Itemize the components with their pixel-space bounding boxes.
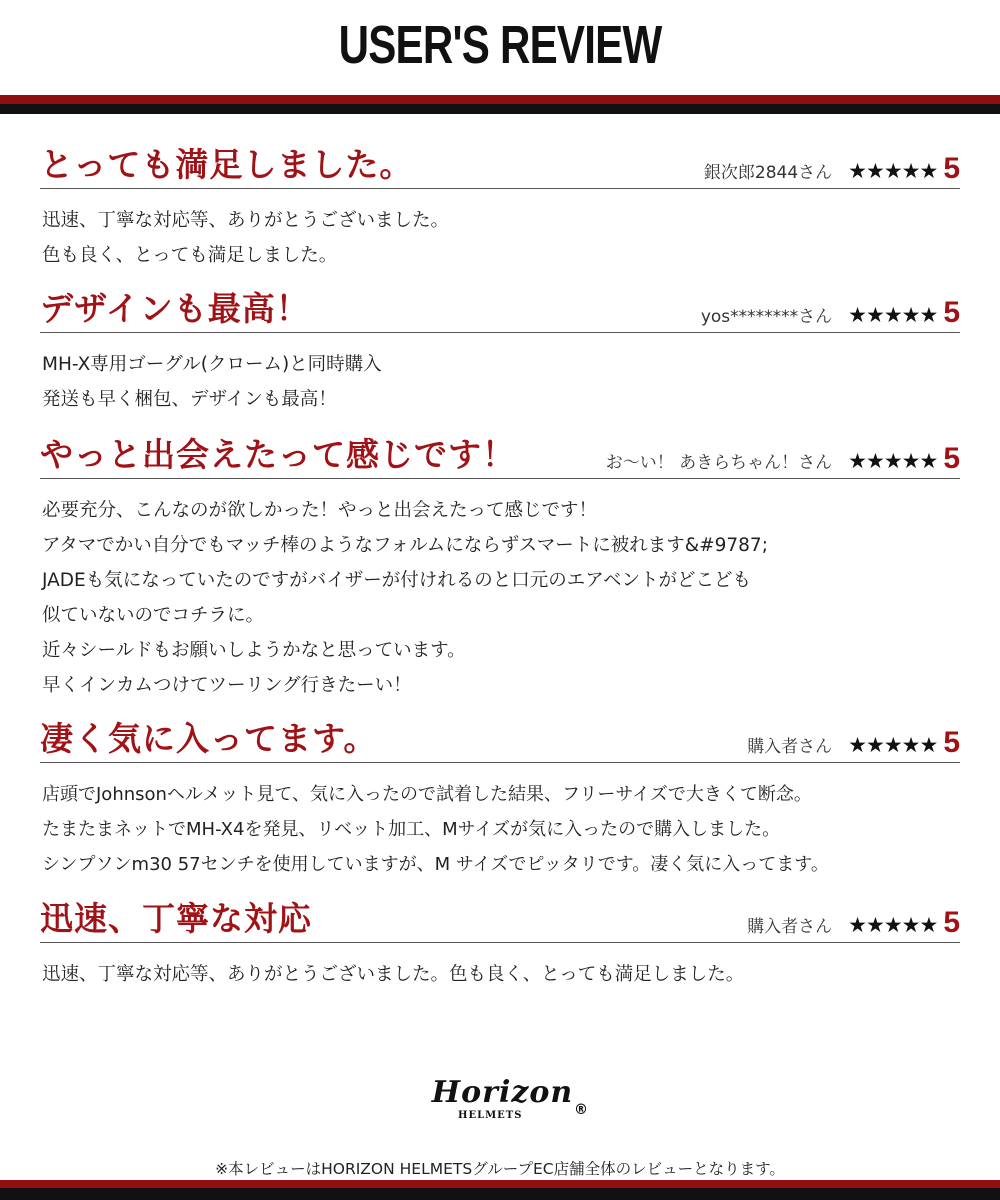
review-header bbox=[40, 289, 960, 333]
review-text-line: 発送も早く梱包、デザインも最高！ bbox=[42, 389, 337, 410]
rating-score: 5 bbox=[943, 296, 960, 329]
review-header bbox=[40, 435, 960, 479]
review-meta bbox=[701, 296, 960, 330]
rating-score: 5 bbox=[943, 726, 960, 759]
rating-score: 5 bbox=[943, 152, 960, 185]
header-band-black bbox=[0, 104, 1000, 114]
review-card bbox=[40, 899, 960, 992]
reviewer-name: yos********さん bbox=[700, 307, 833, 327]
review-text-line: 早くインカムつけてツーリング行きたーい！ bbox=[42, 675, 412, 696]
review-text-line: 似ていないのでコチラに。 bbox=[42, 605, 265, 626]
review-body bbox=[40, 957, 960, 992]
review-text-line: たまたまネットでMH-X4を発見、リベット加工、Mサイズが気に入ったので購入しました。 bbox=[42, 819, 781, 840]
logo-subtext: HELMETS bbox=[458, 1110, 523, 1121]
review-header bbox=[40, 145, 960, 189]
star-rating-icons: ★★★★★ bbox=[848, 159, 938, 183]
review-meta bbox=[747, 906, 960, 940]
logo-script-text: Horizon bbox=[431, 1075, 574, 1110]
review-text-line: 店頭でJohnsonヘルメット見て、気に入ったので試着した結果、フリーサイズで大きくて断念。 bbox=[42, 784, 812, 805]
review-text-line: 色も良く、とっても満足しました。 bbox=[42, 245, 338, 266]
review-title: やっと出会えたって感じです！ bbox=[40, 435, 516, 474]
reviewer-name: お～い！ あきらちゃん！さん bbox=[605, 453, 833, 473]
review-body bbox=[40, 347, 960, 417]
review-card bbox=[40, 289, 960, 417]
review-card bbox=[40, 435, 960, 703]
review-body bbox=[40, 493, 960, 703]
review-text-line: 迅速、丁寧な対応等、ありがとうございました。 bbox=[42, 210, 450, 231]
review-text-line: シンプソンm30 57センチを使用していますが、M サイズでピッタリです。凄く気に入ってます。 bbox=[42, 854, 829, 875]
review-text-line: 迅速、丁寧な対応等、ありがとうございました。色も良く、とっても満足しました。 bbox=[42, 964, 745, 985]
review-meta bbox=[747, 726, 960, 760]
review-meta bbox=[606, 442, 960, 476]
horizon-helmets-logo bbox=[410, 1075, 595, 1125]
review-card bbox=[40, 719, 960, 882]
review-text-line: 必要充分、こんなのが欲しかった！やっと出会えたって感じです！ bbox=[42, 500, 598, 521]
review-text-line: JADEも気になっていたのですがバイザーが付けれるのと口元のエアベントがどこども bbox=[42, 570, 751, 591]
footer-disclaimer: ※本レビューはHORIZON HELMETSグループEC店舗全体のレビューとなります。 bbox=[215, 1160, 785, 1178]
registered-mark-icon: ® bbox=[574, 1102, 588, 1118]
review-title: 迅速、丁寧な対応 bbox=[40, 899, 312, 938]
rating-score: 5 bbox=[943, 906, 960, 939]
rating-score: 5 bbox=[943, 442, 960, 475]
star-rating-icons: ★★★★★ bbox=[848, 303, 938, 327]
review-header bbox=[40, 719, 960, 763]
header-band-red bbox=[0, 95, 1000, 104]
review-meta bbox=[704, 152, 960, 186]
review-card bbox=[40, 145, 960, 273]
review-text-line: MH-X専用ゴーグル(クローム)と同時購入 bbox=[42, 354, 382, 375]
page-title: USER'S REVIEW bbox=[338, 15, 662, 75]
review-text-line: 近々シールドもお願いしようかなと思っています。 bbox=[42, 640, 466, 661]
star-rating-icons: ★★★★★ bbox=[848, 449, 938, 473]
star-rating-icons: ★★★★★ bbox=[848, 733, 938, 757]
review-body bbox=[40, 777, 960, 882]
footer-band-black bbox=[0, 1188, 1000, 1200]
reviewer-name: 銀次郎2844さん bbox=[703, 163, 833, 183]
star-rating-icons: ★★★★★ bbox=[848, 913, 938, 937]
review-header bbox=[40, 899, 960, 943]
review-body bbox=[40, 203, 960, 273]
reviewer-name: 購入者さん bbox=[747, 917, 833, 937]
footer-band-red bbox=[0, 1180, 1000, 1188]
review-text-line: アタマでかい自分でもマッチ棒のようなフォルムにならずスマートに被れます&#9787; bbox=[42, 535, 768, 556]
review-title: 凄く気に入ってます。 bbox=[40, 719, 378, 758]
review-title: とっても満足しました。 bbox=[40, 145, 414, 184]
review-title: デザインも最高！ bbox=[40, 289, 310, 328]
reviewer-name: 購入者さん bbox=[747, 737, 833, 757]
